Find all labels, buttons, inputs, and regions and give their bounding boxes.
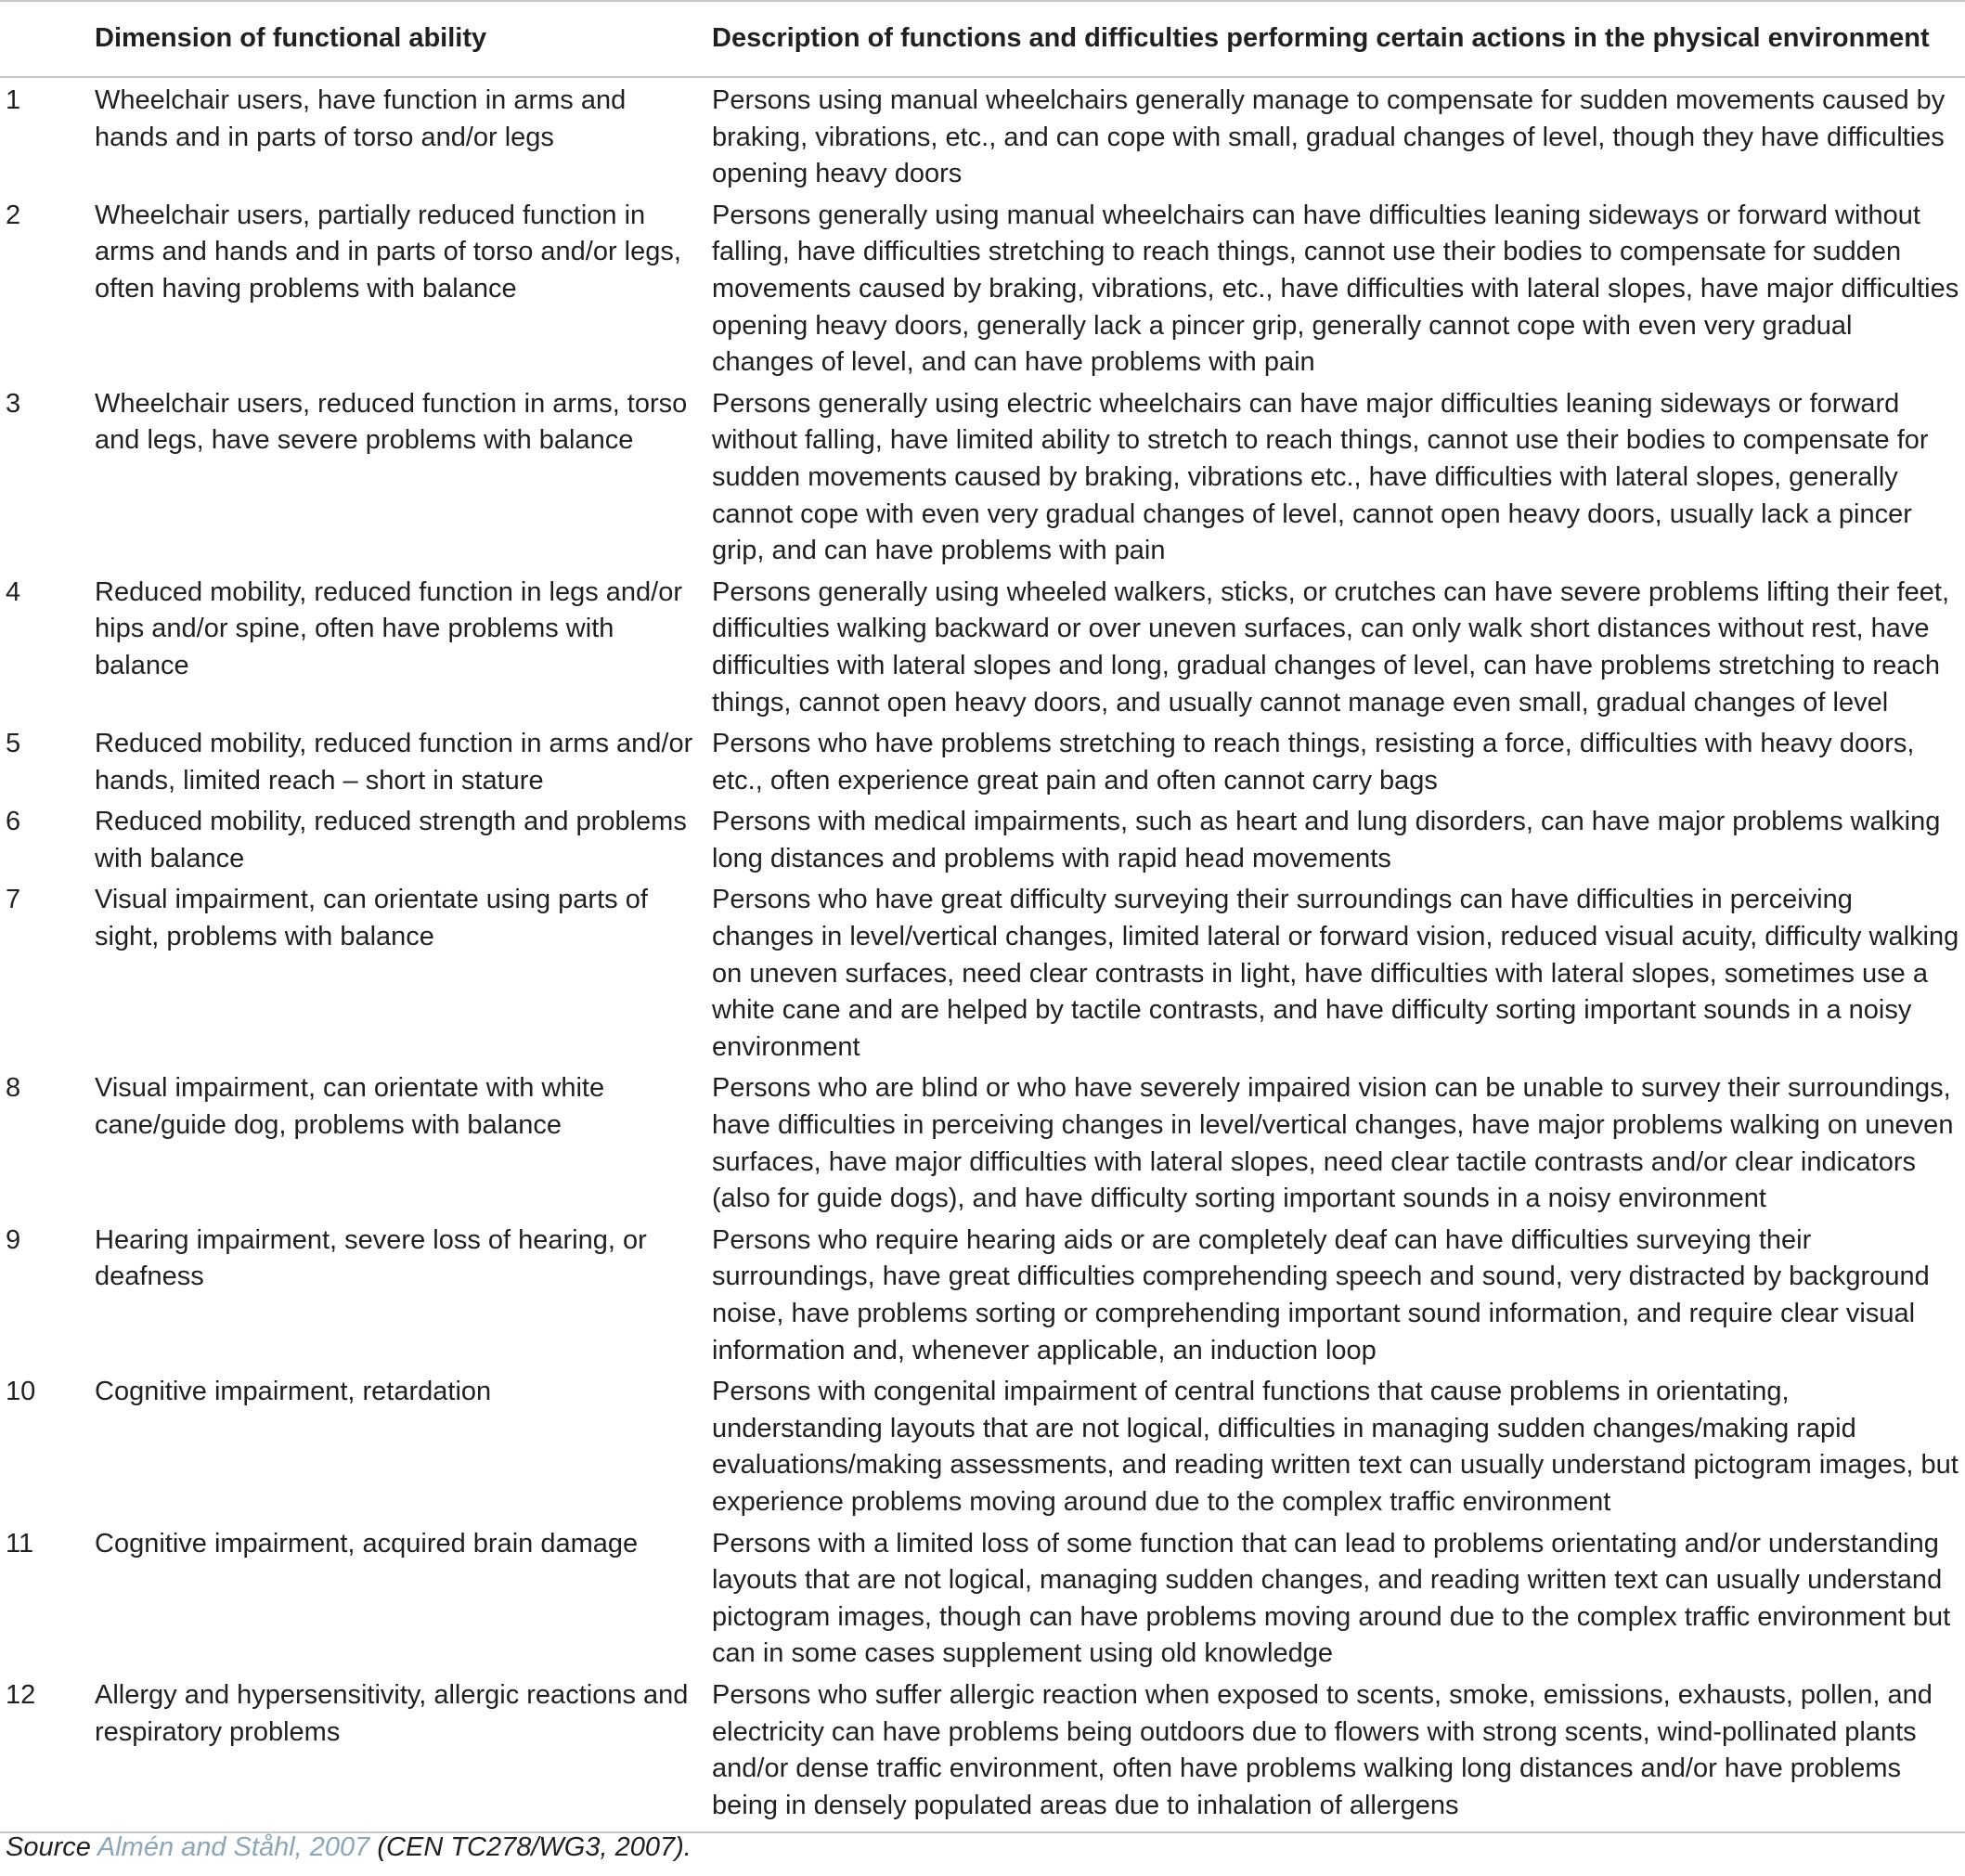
source-citation-link[interactable]: Almén and Ståhl, 2007	[97, 1832, 370, 1862]
row-number: 9	[6, 1224, 21, 1255]
table-row	[0, 570, 1965, 721]
table-row	[0, 193, 1965, 382]
header-dimension: Dimension of functional ability	[95, 1, 712, 77]
table-row	[0, 1218, 1965, 1369]
table-body	[0, 77, 1965, 1832]
table-row	[0, 1066, 1965, 1217]
row-dimension: Wheelchair users, partially reduced function in arms and hands and in parts of torso and/or legs, often having problems with balance	[95, 200, 681, 304]
row-description: Persons who have problems stretching to reach things, resisting a force, difficulties with heavy doors, etc., often experience great pain and often cannot carry bags	[712, 729, 1915, 796]
header-number	[0, 1, 95, 77]
row-number: 6	[6, 807, 21, 837]
table-source-note	[6, 1832, 692, 1863]
row-description: Persons who are blind or who have severely impaired vision can be unable to survey their surroundings, have difficulties in perceiving changes in level/vertical changes, have major problems walking on uneven surfaces, have major difficulties with lateral slopes, need clear tactile contrasts and/or clear indicators (also for guide dogs), and have difficulty sorting important sounds in a noisy environment	[712, 1073, 1954, 1214]
row-dimension: Allergy and hypersensitivity, allergic reactions and respiratory problems	[95, 1673, 712, 1832]
row-number: 5	[6, 729, 21, 759]
row-dimension: Reduced mobility, reduced function in legs and/or hips and/or spine, often have problems with balance	[95, 576, 683, 680]
row-description: Persons generally using wheeled walkers, sticks, or crutches can have severe problems lifting their feet, difficulties walking backward or over uneven surfaces, can only walk short distances without rest, have difficulties with lateral slopes and long, gradual changes of level, can have problems stretching to reach things, cannot open heavy doors, and usually cannot manage even small, gradual changes of level	[712, 576, 1950, 718]
row-dimension: Reduced mobility, reduced function in arms and/or hands, limited reach – short in stature	[95, 729, 693, 796]
row-dimension: Cognitive impairment, acquired brain damage	[95, 1528, 639, 1559]
table-row	[0, 877, 1965, 1066]
row-description: Persons who have great difficulty surveying their surroundings can have difficulties in perceiving changes in level/vertical changes, limited lateral or forward vision, reduced visual acuity, difficulty walking on uneven surfaces, need clear contrasts in light, have difficulties with lateral slopes, sometimes use a white cane and are helped by tactile contrasts, and have difficulty sorting important sounds in a noisy environment	[712, 885, 1959, 1062]
table-row	[0, 721, 1965, 799]
table-row	[0, 382, 1965, 570]
row-dimension: Visual impairment, can orientate using parts of sight, problems with balance	[95, 885, 648, 952]
source-extra: (CEN TC278/WG3, 2007).	[377, 1832, 692, 1862]
row-dimension: Hearing impairment, severe loss of hearing, or deafness	[95, 1224, 647, 1292]
row-description: Persons who require hearing aids or are completely deaf can have difficulties surveying their surroundings, have great difficulties comprehending speech and sound, very distracted by background noise, have problems sorting or comprehending important sound information, and require clear visual information and, whenever applicable, an induction loop	[712, 1224, 1930, 1365]
row-dimension: Reduced mobility, reduced strength and problems with balance	[95, 807, 687, 873]
row-description: Persons generally using electric wheelchairs can have major difficulties leaning sideways or forward without falling, have limited ability to stretch to reach things, cannot use their bodies to compensate for sudden movements caused by braking, vibrations etc., have difficulties with lateral slopes, generally cannot cope with even very gradual changes of level, cannot open heavy doors, usually lack a pincer grip, and can have problems with pain	[712, 388, 1929, 566]
row-description: Persons who suffer allergic reaction when exposed to scents, smoke, emissions, exhausts, pollen, and electricity can have problems being outdoors due to flowers with strong scents, wind-pollinated plants and/or dense traffic environment, often have problems walking long distances and/or have problems being in densely populated areas due to inhalation of allergens	[712, 1673, 1965, 1832]
row-description: Persons with congenital impairment of central functions that cause problems in orientating, understanding layouts that are not logical, difficulties in managing sudden changes/making rapid evaluations/making assessments, and reading written text can usually understand pictogram images, but experience problems moving around due to the complex traffic environment	[712, 1377, 1959, 1517]
row-description: Persons with medical impairments, such as heart and lung disorders, can have major problems walking long distances and problems with rapid head movements	[712, 807, 1941, 873]
row-number: 2	[6, 200, 21, 230]
table-header	[0, 1, 1965, 77]
row-number: 10	[6, 1377, 36, 1407]
table-row	[0, 77, 1965, 193]
row-number: 11	[6, 1528, 34, 1559]
row-number: 3	[6, 388, 21, 419]
table-row	[0, 1673, 1965, 1832]
row-dimension: Wheelchair users, reduced function in arms, torso and legs, have severe problems with balance	[95, 388, 688, 456]
source-label: Source	[6, 1832, 91, 1862]
row-dimension: Visual impairment, can orientate with white cane/guide dog, problems with balance	[95, 1073, 605, 1141]
row-description: Persons generally using manual wheelchairs can have difficulties leaning sideways or forward without falling, have difficulties stretching to reach things, cannot use their bodies to compensate for sudden movements caused by braking, vibrations, etc., have difficulties with lateral slopes, have major difficulties opening heavy doors, generally lack a pincer grip, generally cannot cope with even very gradual changes of level, and can have problems with pain	[712, 200, 1959, 378]
row-number: 4	[6, 576, 21, 607]
row-description: Persons with a limited loss of some function that can lead to problems orientating and/or understanding layouts that are not logical, managing sudden changes, and reading written text can usually understand pictogram images, though can have problems moving around due to the complex traffic environment but can in some cases supplement using old knowledge	[712, 1528, 1951, 1669]
table-row	[0, 799, 1965, 877]
row-number: 12	[0, 1673, 95, 1832]
row-dimension: Wheelchair users, have function in arms and hands and in parts of torso and/or legs	[95, 85, 627, 152]
table-row	[0, 1521, 1965, 1673]
header-row	[0, 1, 1965, 77]
row-number: 7	[6, 885, 21, 915]
row-dimension: Cognitive impairment, retardation	[95, 1377, 492, 1407]
row-description: Persons using manual wheelchairs generally manage to compensate for sudden movements caused by braking, vibrations, etc., and can cope with small, gradual changes of level, though they have difficulties opening heavy doors	[712, 85, 1946, 189]
header-description: Description of functions and difficulties performing certain actions in the physical environment	[712, 1, 1965, 77]
table-row	[0, 1369, 1965, 1520]
row-number: 1	[6, 85, 21, 115]
row-number: 8	[6, 1073, 21, 1104]
